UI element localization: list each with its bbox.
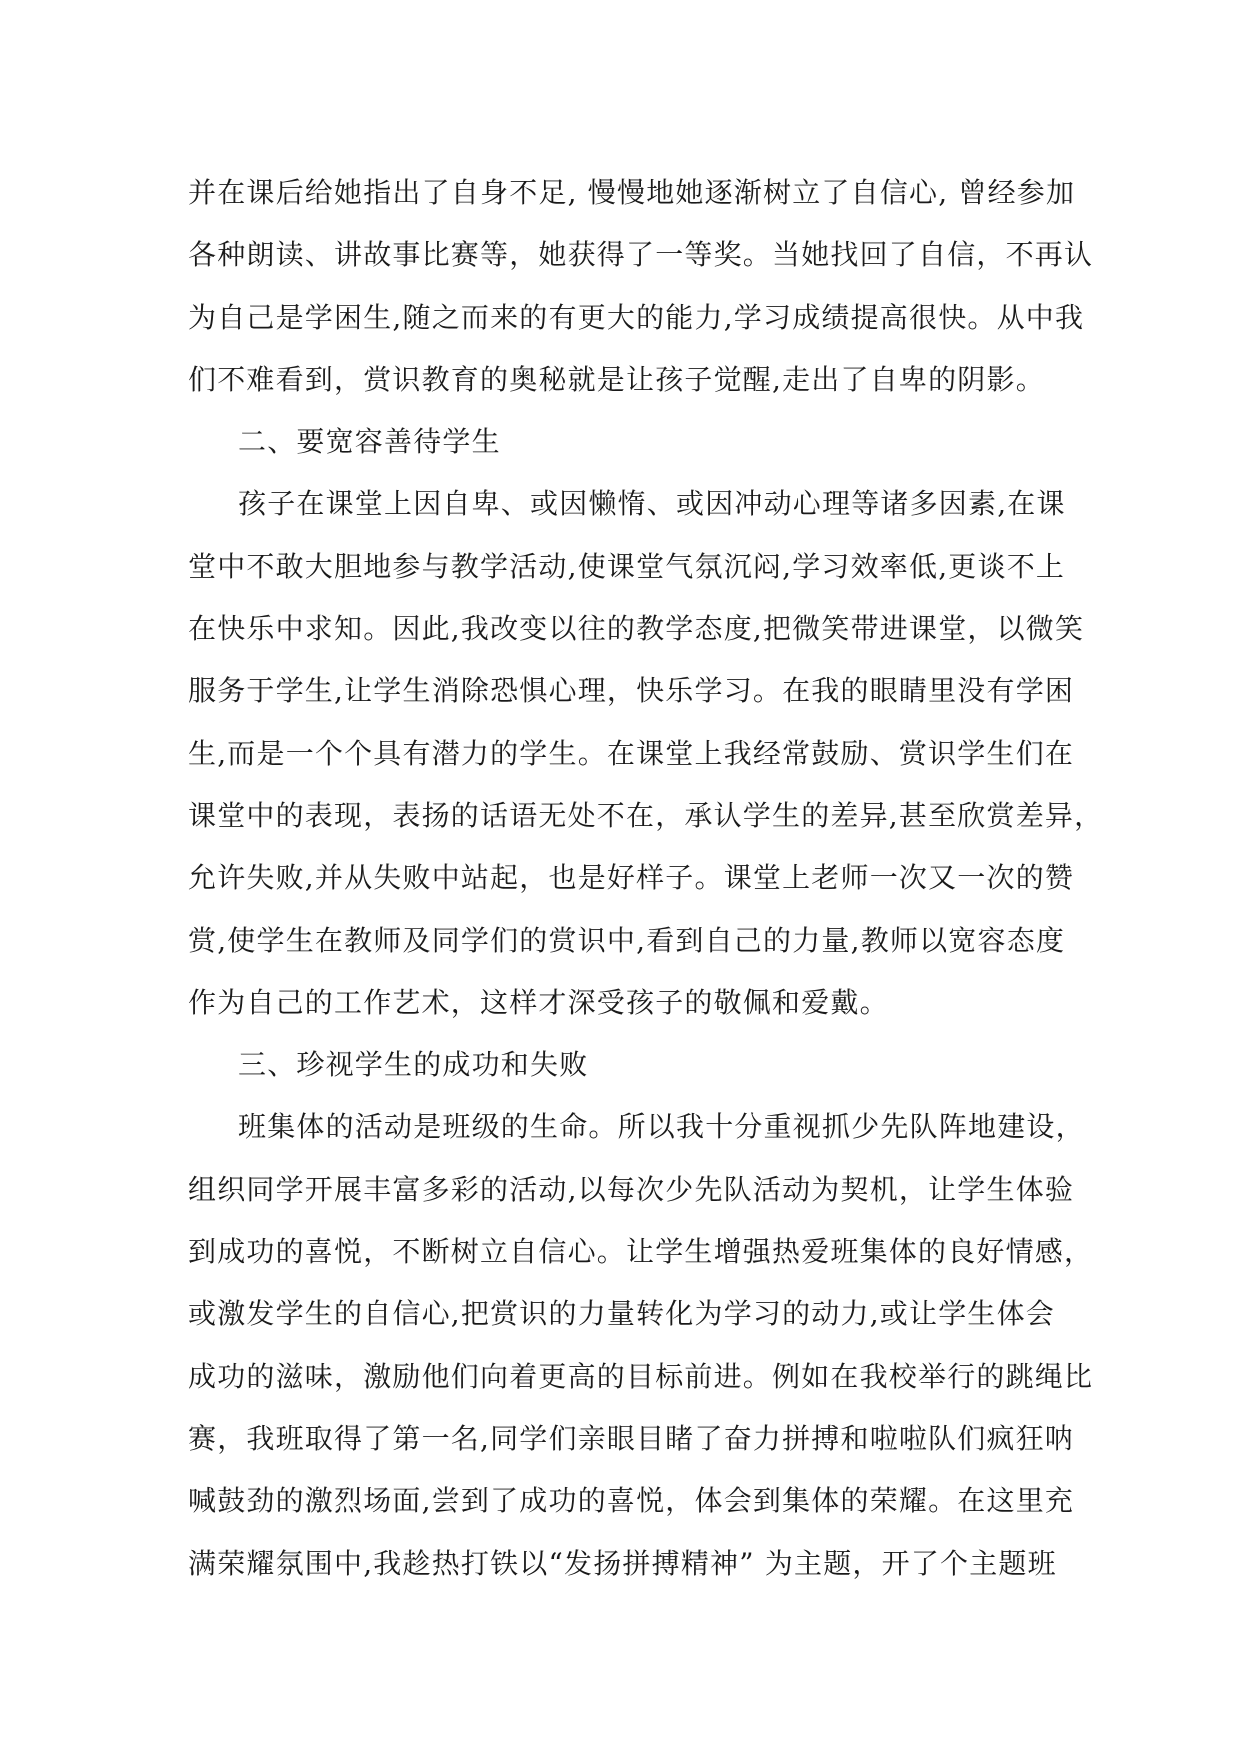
paragraph-first-line: 孩子在课堂上因自卑、或因懒惰、或因冲动心理等诸多因素,在课 [238,487,1066,521]
body-text [188,162,1104,1595]
text-line: 成功的滋味，激励他们向着更高的目标前进。例如在我校举行的跳绳比 [188,1359,1094,1393]
paragraph-first-line: 班集体的活动是班级的生命。所以我十分重视抓少先队阵地建设， [238,1110,1085,1144]
text-line: 各种朗读、讲故事比赛等，她获得了一等奖。当她找回了自信，不再认 [188,238,1094,272]
text-line: 赛，我班取得了第一名,同学们亲眼目睹了奋力拼搏和啦啦队们疯狂呐 [188,1421,1075,1455]
text-line: 在快乐中求知。因此,我改变以往的教学态度,把微笑带进课堂，以微笑 [188,612,1085,646]
text-line: 为自己是学困生,随之而来的有更大的能力,学习成绩提高很快。从中我 [188,300,1085,334]
text-line: 堂中不敢大胆地参与教学活动,使课堂气氛沉闷,学习效率低,更谈不上 [188,549,1066,583]
section-heading: 三、珍视学生的成功和失败 [238,1048,589,1082]
text-line: 生,而是一个个具有潜力的学生。在课堂上我经常鼓励、赏识学生们在 [188,736,1075,770]
text-line: 组织同学开展丰富多彩的活动,以每次少先队活动为契机，让学生体验 [188,1172,1075,1206]
text-line: 们不难看到，赏识教育的奥秘就是让孩子觉醒,走出了自卑的阴影。 [188,362,1045,396]
text-line: 或激发学生的自信心,把赏识的力量转化为学习的动力,或让学生体会 [188,1297,1056,1331]
text-line: 课堂中的表现，表扬的话语无处不在，承认学生的差异,甚至欣赏差异， [188,798,1104,832]
text-line: 服务于学生,让学生消除恐惧心理，快乐学习。在我的眼睛里没有学困 [188,674,1075,708]
text-line: 并在课后给她指出了自身不足, 慢慢地她逐渐树立了自信心, 曾经参加 [188,176,1076,209]
text-line: 满荣耀氛围中,我趁热打铁以“发扬拼搏精神” 为主题，开了个主题班 [188,1546,1057,1580]
text-line: 作为自己的工作艺术，这样才深受孩子的敬佩和爱戴。 [188,985,889,1019]
section-heading: 二、要宽容善待学生 [238,425,501,459]
text-line: 允许失败,并从失败中站起，也是好样子。课堂上老师一次又一次的赞 [188,861,1075,895]
text-line: 到成功的喜悦，不断树立自信心。让学生增强热爱班集体的良好情感， [188,1235,1094,1269]
text-line: 赏,使学生在教师及同学们的赏识中,看到自己的力量,教师以宽容态度 [188,923,1066,957]
text-line: 喊鼓劲的激烈场面,尝到了成功的喜悦，体会到集体的荣耀。在这里充 [188,1484,1075,1518]
